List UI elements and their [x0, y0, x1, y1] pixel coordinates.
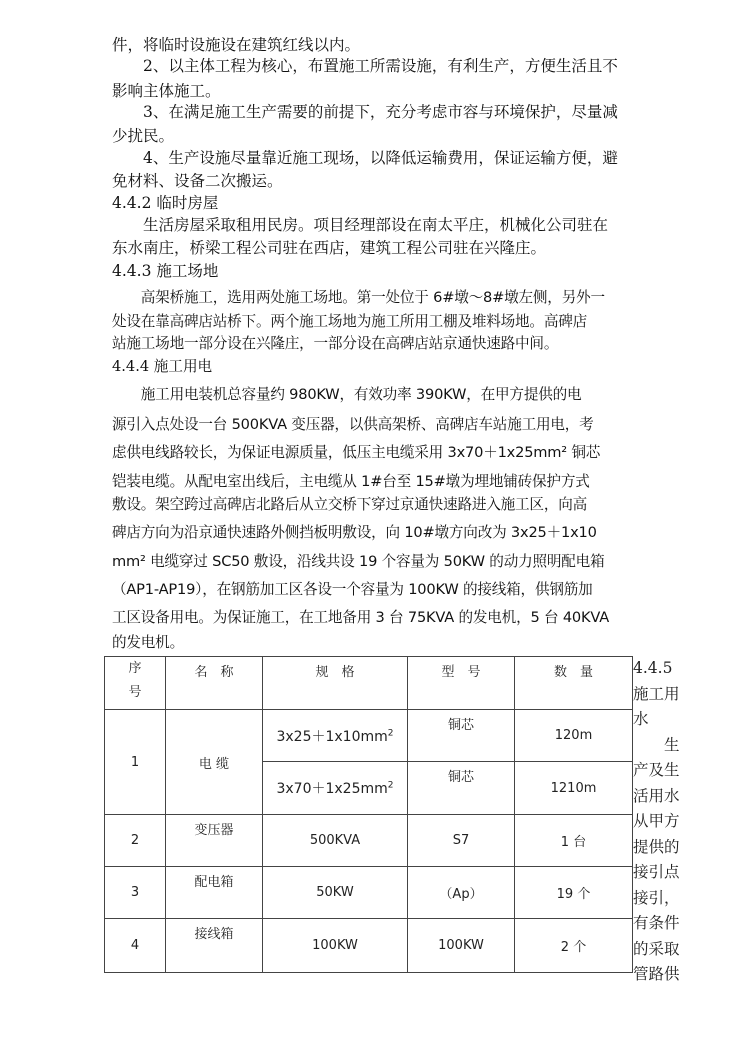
cell-model: 铜芯: [408, 762, 515, 815]
body-line: 处设在靠高碑店站桥下。两个施工场地为施工所用工棚及堆料场地。高碑店: [112, 313, 587, 330]
cell-model: 铜芯: [408, 710, 515, 762]
section-heading: 4.4.2 临时房屋: [112, 194, 219, 212]
cell-spec: 50KW: [263, 867, 408, 919]
header-model: 型 号: [408, 657, 515, 710]
side-text-4-4-5: [633, 656, 691, 988]
side-line: 提供的: [633, 837, 680, 856]
spec-text: 3x70＋1x25mm: [276, 781, 388, 797]
side-line: 接引点: [633, 863, 680, 881]
body-line: 源引入点处设一台 500KVA 变压器，以供高架桥、高碑店车站施工用电，考: [112, 416, 594, 433]
cell-model: （Ap）: [408, 867, 515, 919]
side-line: 4.4.5: [633, 659, 673, 677]
body-line: mm² 电缆穿过 SC50 敷设，沿线共设 19 个容量为 50KW 的动力照明配电箱: [112, 553, 605, 570]
side-line: 施工用: [633, 684, 680, 703]
table-header-row: [105, 657, 633, 710]
header-no: 序号: [128, 661, 142, 700]
cell-qty: 2 个: [515, 919, 633, 973]
cell-spec: [263, 762, 408, 815]
cell-qty: 120m: [515, 710, 633, 762]
cell-qty: 1 台: [515, 815, 633, 867]
cell-qty: 1210m: [515, 762, 633, 815]
cell-name: 变压器: [166, 815, 263, 867]
cell-qty: 19 个: [515, 867, 633, 919]
equipment-table: [104, 656, 633, 973]
body-line: 虑供电线路较长，为保证电源质量，低压主电缆采用 3x70＋1x25mm² 铜芯: [112, 444, 601, 461]
cell-name: 电 缆: [166, 710, 263, 815]
header-name: 名 称: [166, 657, 263, 710]
body-line: 的发电机。: [112, 634, 184, 651]
cell-name: 接线箱: [166, 919, 263, 973]
cell-spec: 500KVA: [263, 815, 408, 867]
spec-text: 3x25＋1x10mm: [276, 728, 388, 745]
spec-sup: 2: [387, 727, 394, 738]
body-line: 4、生产设施尽量靠近施工现场，以降低运输费用，保证运输方便，避: [112, 149, 618, 167]
side-line: 有条件: [633, 914, 680, 932]
spec-sup: 2: [387, 780, 394, 791]
side-line: 水: [633, 710, 649, 728]
section-heading: 4.4.3 施工场地: [112, 262, 219, 280]
header-qty: 数 量: [515, 657, 633, 710]
body-line: 高架桥施工，选用两处施工场地。第一处位于 6#墩～8#墩左侧，另外一: [112, 289, 605, 306]
side-line: 从甲方: [633, 812, 680, 830]
side-line: 活用水: [633, 786, 680, 805]
table-row: [105, 710, 633, 762]
table-row: [105, 815, 633, 867]
body-line: 站施工场地一部分设在兴隆庄，一部分设在高碑店站京通快速路中间。: [112, 335, 559, 352]
cell-no: 4: [105, 919, 166, 973]
body-line: 工区设备用电。为保证施工，在工地备用 3 台 75KVA 的发电机，5 台 40KVA: [112, 609, 609, 626]
body-line: 铠装电缆。从配电室出线后，主电缆从 1#台至 15#墩为埋地铺砖保护方式: [112, 473, 590, 490]
header-spec: 规 格: [263, 657, 408, 710]
body-line: 敷设。架空跨过高碑店北路后从立交桥下穿过京通快速路进入施工区，向高: [112, 496, 587, 513]
body-line: 3、在满足施工生产需要的前提下，充分考虑市容与环境保护，尽量减: [112, 103, 618, 121]
cell-model: S7: [408, 815, 515, 867]
cell-spec: 100KW: [263, 919, 408, 973]
cell-no: 2: [105, 815, 166, 867]
body-line: 东水南庄，桥梁工程公司驻在西店，建筑工程公司驻在兴隆庄。: [112, 239, 547, 257]
body-line: 少扰民。: [112, 127, 175, 145]
side-line: 的采取: [633, 939, 680, 958]
body-line: 件，将临时设施设在建筑红线以内。: [112, 36, 361, 54]
side-line: 生: [633, 735, 680, 754]
cell-spec: [263, 710, 408, 762]
side-line: 管路供: [633, 965, 680, 983]
body-line: 碑店方向为沿京通快速路外侧挡板明敷设，向 10#墩方向改为 3x25＋1x10: [112, 524, 597, 541]
body-line: 施工用电装机总容量约 980KW，有效功率 390KW，在甲方提供的电: [112, 386, 582, 403]
body-line: 生活房屋采取租用民房。项目经理部设在南太平庄，机械化公司驻在: [112, 216, 609, 234]
cell-name: 配电箱: [166, 867, 263, 919]
side-line: 产及生: [633, 761, 680, 779]
table-row: [105, 867, 633, 919]
section-heading: 4.4.4 施工用电: [112, 358, 213, 375]
body-line: （AP1-AP19），在钢筋加工区各设一个容量为 100KW 的接线箱，供钢筋加: [112, 581, 593, 598]
side-line: 接引，: [633, 888, 680, 907]
table-row: [105, 919, 633, 973]
body-line: 免材料、设备二次搬运。: [112, 172, 283, 190]
cell-no: 3: [105, 867, 166, 919]
body-line: 影响主体施工。: [112, 82, 221, 100]
cell-no: 1: [105, 710, 166, 815]
cell-model: 100KW: [408, 919, 515, 973]
body-line: 2、以主体工程为核心，布置施工所需设施，有利生产，方便生活且不: [112, 57, 618, 75]
